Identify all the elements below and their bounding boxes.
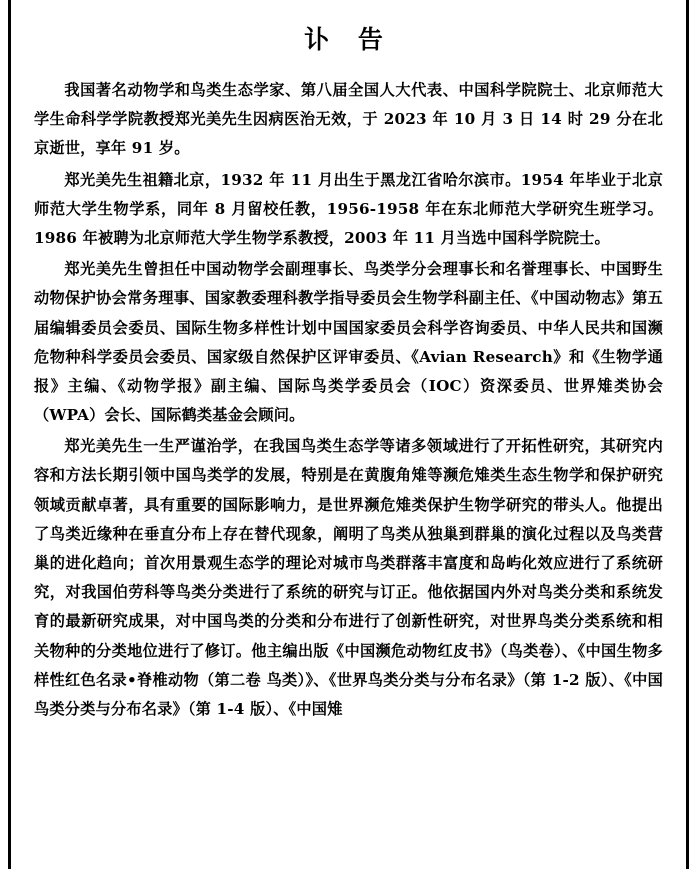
paragraph-4: 郑光美先生一生严谨治学，在我国鸟类生态学等诸多领域进行了开拓性研究，其研究内容和方法长期引领中国鸟类学的发展，特别是在黄腹角雉等濒危雉类生态生物学和保护研究领域贡献卓著，具有重要的国际影响力，是世界濒危雉类保护生物学研究的带头人。他提出了鸟类近缘种在垂直分布上存在替代现象，阐明了鸟类从独巢到群巢的演化过程以及鸟类营巢的进化趋向；首次用景观生态学的理论对城市鸟类群落丰富度和岛屿化效应进行了系统研究，对我国伯劳科等鸟类分类进行了系统的研究与订正。他依据国内外对鸟类分类和系统发育的最新研究成果，对中国鸟类的分类和分布进行了创新性研究，对世界鸟类分类系统和相关物种的分类地位进行了修订。他主编出版《中国濒危动物红皮书》（鸟类卷）、《中国生物多样性红色名录•脊椎动物（第二卷 鸟类）》、《世界鸟类分类与分布名录》（第 1-2 版）、《中国鸟类分类与分布名录》（第 1-4 版）、《中国雉: [34, 437, 663, 718]
paragraph-3: 郑光美先生曾担任中国动物学会副理事长、鸟类学分会理事长和名誉理事长、中国野生动物保护协会常务理事、国家教委理科教学指导委员会生物学科副主任、《中国动物志》第五届编辑委员会委员、国际生物多样性计划中国国家委员会科学咨询委员、中华人民共和国濒危物种科学委员会委员、国家级自然保护区评审委员、《Avian Research》和《生物学通报》主编、《动物学报》副主编、国际鸟类学委员会（IOC）资深委员、世界雉类协会（WPA）会长、国际鹤类基金会顾问。: [34, 260, 663, 425]
paragraph-2: 郑光美先生祖籍北京，1932 年 11 月出生于黑龙江省哈尔滨市。1954 年毕业于北京师范大学生物学系，同年 8 月留校任教，1956-1958 年在东北师范大学研究生班学习。1986 年被聘为北京师范大学生物学系教授，2003 年 11 月当选中国科学院院士。: [34, 170, 663, 247]
document-content: [28, 0, 669, 869]
page-title: 讣 告: [304, 25, 393, 54]
page-border-left: [8, 0, 11, 869]
page-border-right: [686, 0, 689, 869]
paragraph-1: 我国著名动物学和鸟类生态学家、第八届全国人大代表、中国科学院院士、北京师范大学生命科学学院教授郑光美先生因病医治无效，于 2023 年 10 月 3 日 14 时 29 分在北京逝世，享年 91 岁。: [34, 81, 663, 158]
